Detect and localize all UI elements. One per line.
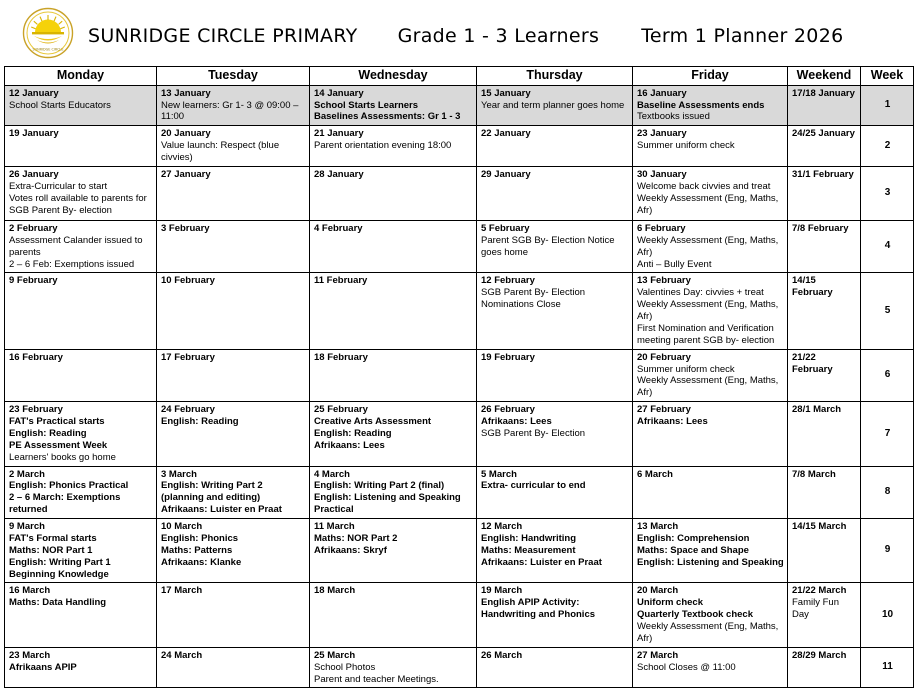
weekend-date: 21/22 February (792, 351, 833, 375)
cell-wednesday-week-1 (310, 85, 477, 126)
weekend-date: 7/8 March (792, 468, 836, 480)
cell-thursday-week-4 (477, 220, 633, 273)
cell-date: 20 March (637, 585, 679, 597)
cell-date: 9 February (9, 275, 58, 287)
cell-friday-week-1 (633, 85, 788, 126)
cell-event: English: Listening and Speaking (637, 556, 784, 568)
cell-event: FAT's Practical starts (9, 416, 105, 427)
cell-week-number: 8 (861, 466, 914, 519)
table-row (5, 220, 914, 273)
cell-wednesday-week-5 (310, 273, 477, 349)
cell-event: Weekly Assessment (Eng, Maths, Afr) (637, 621, 779, 644)
cell-date: 30 January (637, 168, 687, 180)
cell-event: 2 – 6 March: Exemptions returned (9, 492, 121, 516)
cell-event: FAT's Formal starts (9, 532, 97, 544)
cell-thursday-week-10 (477, 583, 633, 647)
cell-event: English: Writing Part 2 (final) (314, 480, 445, 492)
cell-date: 19 February (481, 351, 535, 363)
cell-tuesday-week-10 (157, 583, 310, 647)
cell-week-number: 1 (861, 85, 914, 126)
cell-date: 19 January (9, 128, 59, 140)
cell-date: 2 February (9, 222, 58, 234)
cell-date: 24 March (161, 649, 203, 661)
cell-event: Weekly Assessment (Eng, Maths, Afr) (637, 375, 779, 399)
cell-event: Weekly Assessment (Eng, Maths, Afr) (637, 192, 779, 216)
cell-date: 18 March (314, 585, 356, 597)
cell-weekend-week-4 (788, 220, 861, 273)
cell-thursday-week-7 (477, 402, 633, 466)
cell-event: Assessment Calander issued to parents (9, 234, 143, 258)
cell-date: 25 February (314, 404, 368, 416)
cell-date: 5 February (481, 222, 530, 234)
cell-event: Welcome back civvies and treat (637, 180, 771, 192)
term-title: Term 1 Planner 2026 (641, 25, 844, 47)
svg-text:SUNRIDGE CIRCLE: SUNRIDGE CIRCLE (32, 47, 64, 52)
cell-tuesday-week-2 (157, 126, 310, 167)
cell-week-number: 11 (861, 647, 914, 688)
cell-wednesday-week-4 (310, 220, 477, 273)
cell-event: Extra- curricular to end (481, 480, 586, 492)
cell-thursday-week-9 (477, 519, 633, 583)
cell-date: 13 January (161, 87, 211, 99)
cell-event: Weekly Assessment (Eng, Maths, Afr) (637, 299, 779, 322)
cell-event: Afrikaans: Lees (481, 416, 552, 427)
cell-monday-week-8 (5, 466, 157, 519)
page-title (88, 19, 843, 47)
cell-date: 13 February (637, 275, 691, 287)
cell-friday-week-2 (633, 126, 788, 167)
cell-event: SGB Parent By- Election (481, 427, 586, 439)
cell-date: 18 February (314, 351, 368, 363)
weekend-date: 24/25 January (792, 128, 855, 140)
cell-event: Learners' books go home (9, 451, 116, 463)
cell-event: Maths: Patterns (161, 544, 233, 556)
cell-weekend-week-2 (788, 126, 861, 167)
cell-date: 12 March (481, 521, 523, 532)
cell-event: Creative Arts Assessment (314, 416, 432, 427)
cell-thursday-week-8 (477, 466, 633, 519)
cell-event: English: Writing Part 1 (9, 556, 111, 568)
weekend-note: Family Fun Day (792, 597, 839, 621)
cell-thursday-week-3 (477, 166, 633, 220)
cell-week-number: 9 (861, 519, 914, 583)
cell-event: Parent orientation evening 18:00 (314, 140, 452, 152)
cell-monday-week-6 (5, 349, 157, 402)
table-row (5, 126, 914, 167)
table-row (5, 166, 914, 220)
cell-date: 26 February (481, 404, 535, 416)
cell-date: 20 January (161, 128, 211, 140)
weekend-date: 21/22 March (792, 585, 847, 597)
cell-event: School Closes @ 11:00 (637, 661, 736, 673)
cell-monday-week-2 (5, 126, 157, 167)
cell-date: 5 March (481, 468, 517, 480)
weekend-date: 28/29 March (792, 649, 847, 661)
cell-date: 26 January (9, 168, 59, 180)
cell-friday-week-4 (633, 220, 788, 273)
cell-event: English: Listening and Speaking Practical (314, 492, 461, 516)
cell-event: Afrikaans: Skryf (314, 544, 387, 556)
cell-date: 16 January (637, 87, 687, 99)
cell-event: New learners: Gr 1- 3 @ 09:00 – 11:00 (161, 99, 299, 123)
cell-weekend-week-1 (788, 85, 861, 126)
cell-date: 12 January (9, 87, 59, 99)
cell-friday-week-6 (633, 349, 788, 402)
cell-date: 4 February (314, 222, 363, 234)
cell-date: 13 March (637, 521, 679, 532)
cell-event: 2 – 6 Feb: Exemptions issued (9, 258, 135, 270)
cell-week-number: 5 (861, 273, 914, 349)
table-row (5, 583, 914, 647)
cell-event: First Nomination and Verification meeting parent SGB by- election (637, 322, 775, 346)
cell-event: School Starts Educators (9, 99, 111, 111)
weekend-date: 7/8 February (792, 222, 849, 234)
cell-weekend-week-6 (788, 349, 861, 402)
cell-wednesday-week-10 (310, 583, 477, 647)
cell-date: 11 March (314, 521, 355, 532)
cell-event: PE Assessment Week (9, 439, 108, 451)
cell-event: School Starts Learners (314, 99, 419, 111)
cell-event: School Photos (314, 661, 376, 673)
cell-weekend-week-8 (788, 466, 861, 519)
cell-date: 12 February (481, 275, 535, 287)
cell-date: 25 March (314, 649, 356, 661)
cell-event: Maths: Space and Shape (637, 544, 749, 556)
column-header-tuesday: Tuesday (157, 67, 310, 86)
cell-date: 10 March (161, 521, 203, 532)
cell-wednesday-week-7 (310, 402, 477, 466)
cell-event: Votes roll available to parents for SGB Parent By- election (9, 192, 147, 216)
school-crest-icon (22, 7, 74, 59)
cell-event: Textbooks issued (637, 111, 710, 123)
term-planner-table (4, 66, 914, 688)
column-header-week: Week (861, 67, 914, 86)
cell-tuesday-week-9 (157, 519, 310, 583)
cell-weekend-week-9 (788, 519, 861, 583)
school-name: SUNRIDGE CIRCLE PRIMARY (88, 25, 358, 47)
cell-date: 24 February (161, 404, 215, 416)
cell-tuesday-week-8 (157, 466, 310, 519)
table-header (5, 67, 914, 86)
cell-event: Weekly Assessment (Eng, Maths, Afr) (637, 234, 779, 258)
cell-event: Afrikaans: Luister en Praat (481, 556, 602, 568)
cell-monday-week-5 (5, 273, 157, 349)
cell-week-number: 4 (861, 220, 914, 273)
cell-date: 3 February (161, 222, 210, 234)
cell-event: Handwriting and Phonics (481, 609, 596, 621)
cell-week-number: 6 (861, 349, 914, 402)
weekend-date: 14/15 February (792, 275, 833, 299)
cell-weekend-week-7 (788, 402, 861, 466)
cell-date: 21 January (314, 128, 364, 140)
column-header-weekend: Weekend (788, 67, 861, 86)
cell-event: Baseline Assessments ends (637, 99, 765, 111)
cell-friday-week-5 (633, 273, 788, 349)
weekend-date: 28/1 March (792, 404, 842, 416)
cell-date: 20 February (637, 351, 691, 363)
cell-event: English: Reading (9, 427, 87, 439)
weekend-date: 17/18 January (792, 87, 855, 99)
cell-monday-week-9 (5, 519, 157, 583)
cell-event: English: Writing Part 2 (planning and editing) (161, 480, 263, 504)
cell-event: Summer uniform check (637, 140, 735, 152)
cell-week-number: 10 (861, 583, 914, 647)
cell-wednesday-week-9 (310, 519, 477, 583)
cell-date: 28 January (314, 168, 364, 180)
table-row (5, 85, 914, 126)
cell-event: Summer uniform check (637, 363, 735, 375)
cell-event: Year and term planner goes home (481, 99, 625, 111)
table-header-row (5, 67, 914, 86)
cell-week-number: 3 (861, 166, 914, 220)
cell-monday-week-10 (5, 583, 157, 647)
cell-event: Maths: NOR Part 2 (314, 532, 398, 544)
cell-date: 15 January (481, 87, 531, 99)
cell-event: Beginning Knowledge (9, 568, 109, 580)
cell-event: English: Phonics (161, 532, 239, 544)
cell-thursday-week-1 (477, 85, 633, 126)
cell-event: English: Comprehension (637, 532, 750, 544)
cell-wednesday-week-2 (310, 126, 477, 167)
column-header-friday: Friday (633, 67, 788, 86)
cell-date: 27 January (161, 168, 211, 180)
cell-event: Valentines Day: civvies + treat (637, 287, 764, 299)
cell-thursday-week-6 (477, 349, 633, 402)
cell-date: 10 February (161, 275, 215, 287)
cell-event: Extra-Curricular to start (9, 180, 108, 192)
cell-event: Afrikaans: Lees (314, 439, 385, 451)
cell-event: English APIP Activity: (481, 597, 580, 609)
cell-friday-week-8 (633, 466, 788, 519)
cell-event: Baselines Assessments: Gr 1 - 3 (314, 111, 461, 123)
cell-date: 2 March (9, 468, 45, 480)
cell-event: English: Reading (314, 427, 392, 439)
cell-wednesday-week-8 (310, 466, 477, 519)
cell-event: SGB Parent By- Election Nominations Close (481, 287, 586, 311)
cell-date: 3 March (161, 468, 197, 480)
cell-date: 6 February (637, 222, 686, 234)
cell-weekend-week-5 (788, 273, 861, 349)
cell-event: Afrikaans: Luister en Praat (161, 504, 282, 516)
cell-tuesday-week-6 (157, 349, 310, 402)
cell-date: 26 March (481, 649, 523, 661)
cell-friday-week-9 (633, 519, 788, 583)
cell-date: 16 March (9, 585, 51, 597)
cell-date: 19 March (481, 585, 523, 597)
cell-date: 4 March (314, 468, 350, 480)
cell-event: Afrikaans APIP (9, 661, 77, 673)
cell-date: 9 March (9, 521, 45, 532)
cell-monday-week-4 (5, 220, 157, 273)
cell-date: 17 March (161, 585, 203, 597)
cell-weekend-week-3 (788, 166, 861, 220)
table-row (5, 466, 914, 519)
weekend-date: 31/1 February (792, 168, 854, 180)
cell-friday-week-7 (633, 402, 788, 466)
cell-date: 6 March (637, 468, 673, 480)
cell-event: Maths: Data Handling (9, 597, 107, 609)
cell-event: English: Phonics Practical (9, 480, 129, 492)
column-header-monday: Monday (5, 67, 157, 86)
cell-event: Uniform check (637, 597, 703, 609)
cell-event: Anti – Bully Event (637, 258, 712, 270)
table-row (5, 402, 914, 466)
cell-date: 29 January (481, 168, 531, 180)
cell-friday-week-3 (633, 166, 788, 220)
cell-week-number: 7 (861, 402, 914, 466)
cell-date: 27 March (637, 649, 679, 661)
document-header (0, 0, 917, 66)
cell-tuesday-week-3 (157, 166, 310, 220)
cell-monday-week-3 (5, 166, 157, 220)
cell-date: 17 February (161, 351, 215, 363)
cell-wednesday-week-3 (310, 166, 477, 220)
cell-date: 27 February (637, 404, 691, 416)
cell-date: 14 January (314, 87, 364, 99)
table-body (5, 85, 914, 688)
cell-event: Parent and teacher Meetings. (314, 673, 439, 685)
cell-date: 11 February (314, 275, 368, 287)
table-row (5, 349, 914, 402)
column-header-thursday: Thursday (477, 67, 633, 86)
cell-event: Value launch: Respect (blue civvies) (161, 140, 280, 163)
cell-event: Afrikaans: Klanke (161, 556, 242, 568)
cell-date: 22 January (481, 128, 531, 140)
column-header-wednesday: Wednesday (310, 67, 477, 86)
weekend-date: 14/15 March (792, 521, 847, 532)
grade-range: Grade 1 - 3 Learners (397, 25, 600, 47)
cell-thursday-week-2 (477, 126, 633, 167)
cell-tuesday-week-4 (157, 220, 310, 273)
cell-thursday-week-5 (477, 273, 633, 349)
cell-event: Parent SGB By- Election Notice goes home (481, 234, 615, 258)
cell-date: 23 January (637, 128, 687, 140)
cell-tuesday-week-7 (157, 402, 310, 466)
cell-week-number: 2 (861, 126, 914, 167)
cell-date: 16 February (9, 351, 63, 363)
cell-event: English: Handwriting (481, 532, 576, 544)
cell-event: Maths: NOR Part 1 (9, 544, 93, 556)
table-row (5, 519, 914, 583)
cell-friday-week-10 (633, 583, 788, 647)
cell-wednesday-week-6 (310, 349, 477, 402)
cell-date: 23 February (9, 404, 63, 416)
cell-monday-week-1 (5, 85, 157, 126)
cell-tuesday-week-1 (157, 85, 310, 126)
cell-event: Quarterly Textbook check (637, 609, 753, 621)
cell-tuesday-week-5 (157, 273, 310, 349)
cell-event: Afrikaans: Lees (637, 416, 708, 427)
cell-event: English: Reading (161, 416, 239, 427)
cell-event: Maths: Measurement (481, 544, 576, 556)
cell-weekend-week-10 (788, 583, 861, 647)
cell-date: 23 March (9, 649, 51, 661)
cell-monday-week-7 (5, 402, 157, 466)
table-row (5, 273, 914, 349)
